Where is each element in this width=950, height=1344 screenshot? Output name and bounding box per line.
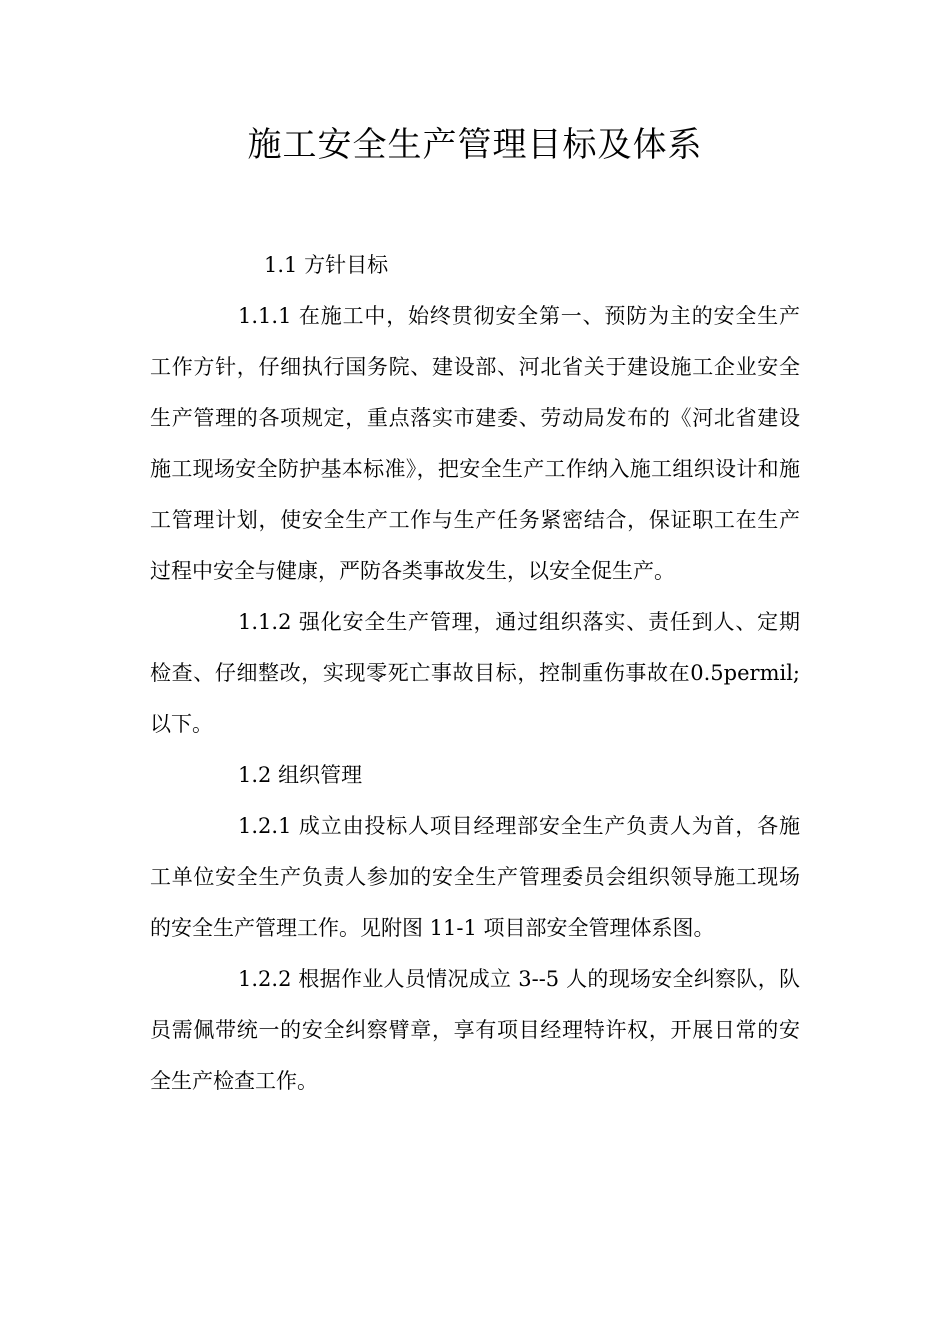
document-body (150, 240, 800, 1107)
paragraph-1-1-2: 1.1.2 强化安全生产管理，通过组织落实、责任到人、定期检查、仔细整改，实现零死亡事故目标，控制重伤事故在0.5permil;以下。 (150, 610, 800, 736)
section-heading-policy-goals: 1.1 方针目标 (264, 253, 389, 277)
document-title: 施工安全生产管理目标及体系 (247, 125, 703, 165)
paragraph-1-2-1: 1.2.1 成立由投标人项目经理部安全生产负责人为首，各施工单位安全生产负责人参加的安全生产管理委员会组织领导施工现场的安全生产管理工作。见附图 11-1 项目部安全管理体系图。 (150, 814, 800, 940)
section-heading-organization: 1.2 组织管理 (238, 763, 363, 787)
paragraph-1-2-2: 1.2.2 根据作业人员情况成立 3--5 人的现场安全纠察队，队员需佩带统一的安全纠察臂章，享有项目经理特许权，开展日常的安全生产检查工作。 (150, 967, 800, 1093)
paragraph-1-1-1: 1.1.1 在施工中，始终贯彻安全第一、预防为主的安全生产工作方针，仔细执行国务院、建设部、河北省关于建设施工企业安全生产管理的各项规定，重点落实市建委、劳动局发布的《河北省建设施工现场安全防护基本标准》，把安全生产工作纳入施工组织设计和施工管理计划，使安全生产工作与生产任务紧密结合，保证职工在生产过程中安全与健康，严防各类事故发生，以安全促生产。 (150, 304, 800, 583)
